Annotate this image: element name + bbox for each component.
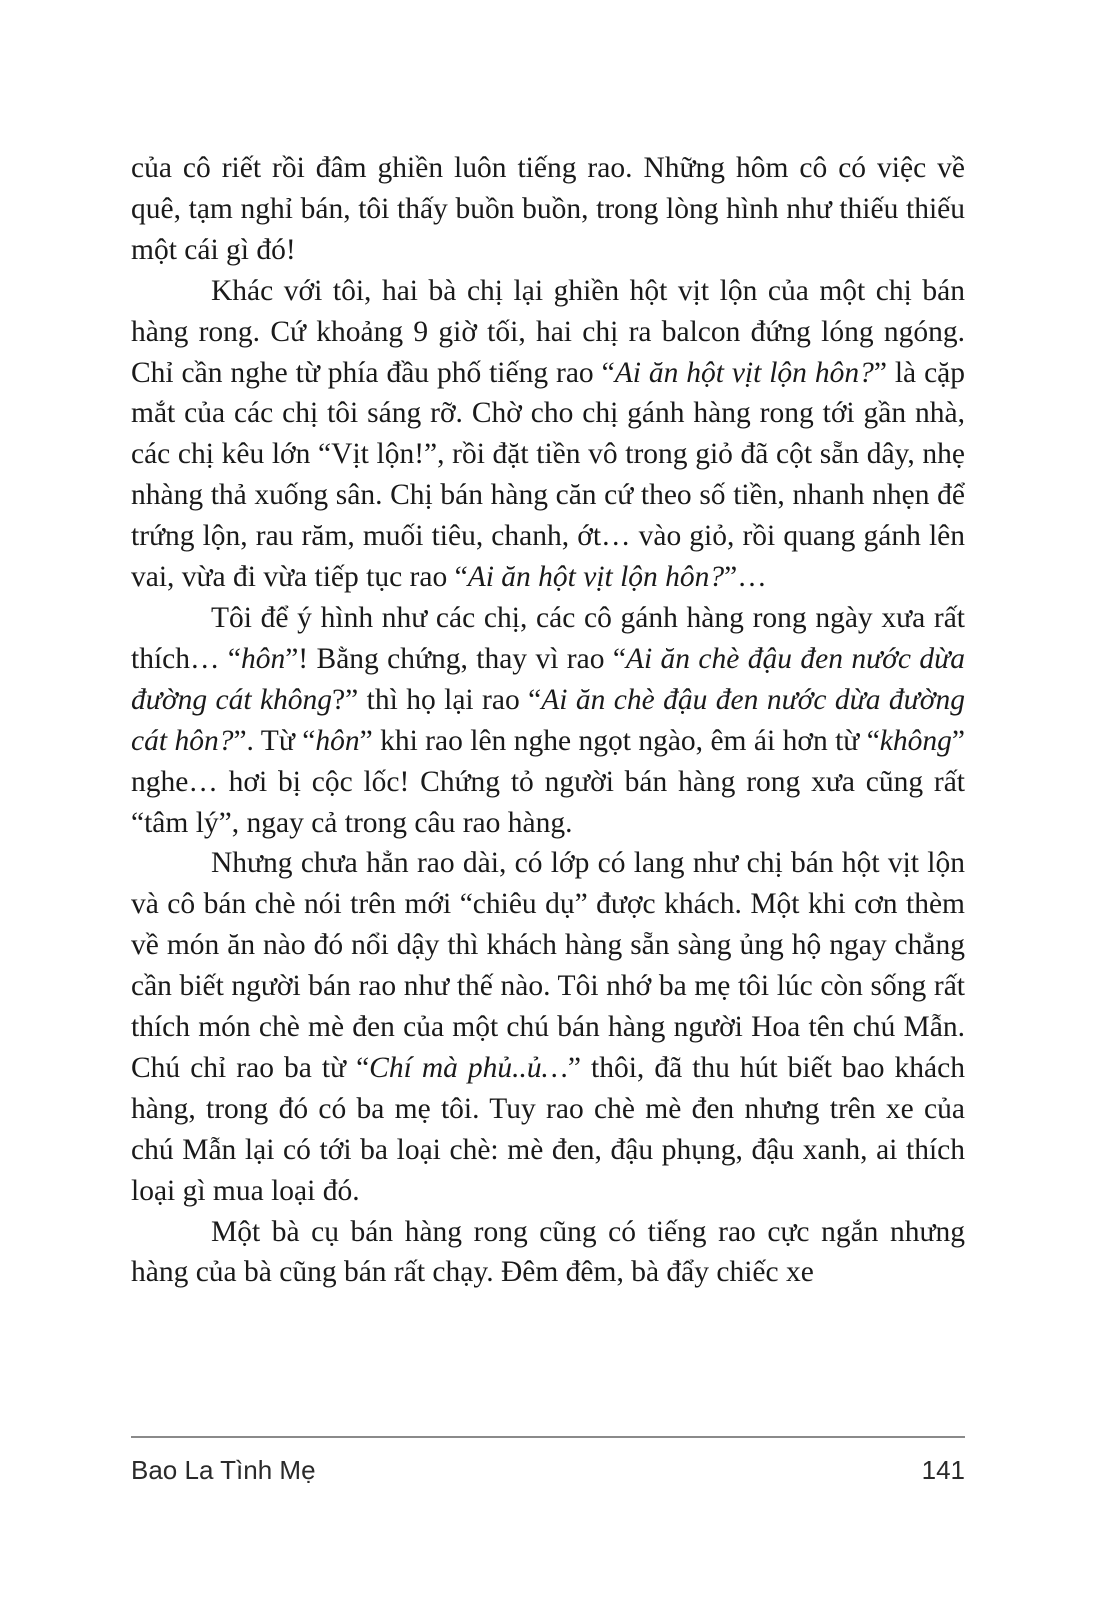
paragraph-3-text-2: ”! Bằng chứng, thay vì rao “ xyxy=(285,642,626,675)
paragraph-3-text-5: ” khi rao lên nghe ngọt ngào, êm ái hơn từ “ xyxy=(359,724,880,757)
paragraph-1-text: của cô riết rồi đâm ghiền luôn tiếng rao. Những hôm cô có việc về quê, tạm nghỉ bán, tôi thấy buồn buồn, trong lòng hình như thiếu thiếu một cái gì đó! xyxy=(131,152,965,266)
page-number: 141 xyxy=(921,1455,965,1485)
paragraph-3-text-1: Tôi để ý hình như các chị, các cô gánh hàng rong ngày xưa rất thích… “ xyxy=(131,601,965,675)
paragraph-5 xyxy=(131,1212,965,1294)
paragraph-3-text-3: ?” thì họ lại rao “ xyxy=(332,683,542,716)
italic-word: hôn xyxy=(315,724,360,757)
street-call-quote: Ai ăn hột vịt lộn hôn? xyxy=(614,356,874,389)
paragraph-2-text-1: Khác với tôi, hai bà chị lại ghiền hột vịt lộn của một chị bán hàng rong. Cứ khoảng 9 giờ tối, hai chị ra balcon đứng lóng ngóng. Chỉ cần nghe từ phía đầu phố tiếng rao “ xyxy=(131,274,965,389)
paragraph-4-text-2: ” thôi, đã thu hút biết bao khách hàng, trong đó có ba mẹ tôi. Tuy rao chè mè đen nhưng trên xe của chú Mẫn lại có tới ba loại chè: mè đen, đậu phụng, đậu xanh, ai thích loại gì mua loại đó. xyxy=(131,1051,965,1207)
street-call-quote: Ai ăn hột vịt lộn hôn? xyxy=(467,561,725,594)
paragraph-2 xyxy=(131,271,965,598)
street-call-quote: Ai ăn chè đậu đen nước dừa đường cát hôn? xyxy=(131,683,966,757)
paragraph-3-text-6: ” nghe… hơi bị cộc lốc! Chứng tỏ người bán hàng rong xưa cũng rất “tâm lý”, ngay cả trong câu rao hàng. xyxy=(131,724,965,839)
paragraph-5-text: Một bà cụ bán hàng rong cũng có tiếng rao cực ngắn nhưng hàng của bà cũng bán rất chạy. Đêm đêm, bà đẩy chiếc xe xyxy=(131,1215,965,1289)
paragraph-3-text-4: ”. Từ “ xyxy=(233,724,316,757)
body-text xyxy=(131,148,965,1293)
paragraph-1 xyxy=(131,148,965,271)
paragraph-4 xyxy=(131,843,965,1211)
paragraph-2-text-2: ” là cặp mắt của các chị tôi sáng rỡ. Chờ cho chị gánh hàng rong tới gần nhà, các chị kêu lớn “Vịt lộn!”, rồi đặt tiền vô trong giỏ đã cột sẵn dây, nhẹ nhàng thả xuống sân. Chị bán hàng căn cứ theo số tiền, nhanh nhẹn để trứng lộn, rau răm, muối tiêu, chanh, ớt… vào giỏ, rồi quang gánh lên vai, vừa đi vừa tiếp tục rao “ xyxy=(131,356,966,594)
paragraph-3 xyxy=(131,598,965,843)
street-call-quote: Ai ăn chè đậu đen nước dừa đường cát không xyxy=(131,642,965,716)
paragraph-2-text-3: ”… xyxy=(724,561,767,594)
paragraph-4-text-1: Nhưng chưa hẳn rao dài, có lớp có lang như chị bán hột vịt lộn và cô bán chè nói trên mới “chiêu dụ” được khách. Một khi cơn thèm về món ăn nào đó nổi dậy thì khách hàng sẵn sàng ủng hộ ngay chẳng cần biết người bán rao như thế nào. Tôi nhớ ba mẹ tôi lúc còn sống rất thích món chè mè đen của một chú bán hàng người Hoa tên chú Mẫn. Chú chỉ rao ba từ “ xyxy=(131,847,965,1084)
street-call-quote: Chí mà phủ..ủ… xyxy=(369,1051,568,1084)
footer-divider xyxy=(131,1436,965,1438)
italic-word: hôn xyxy=(240,642,286,675)
footer-book-title: Bao La Tình Mẹ xyxy=(131,1455,316,1485)
italic-word: không xyxy=(879,724,952,757)
